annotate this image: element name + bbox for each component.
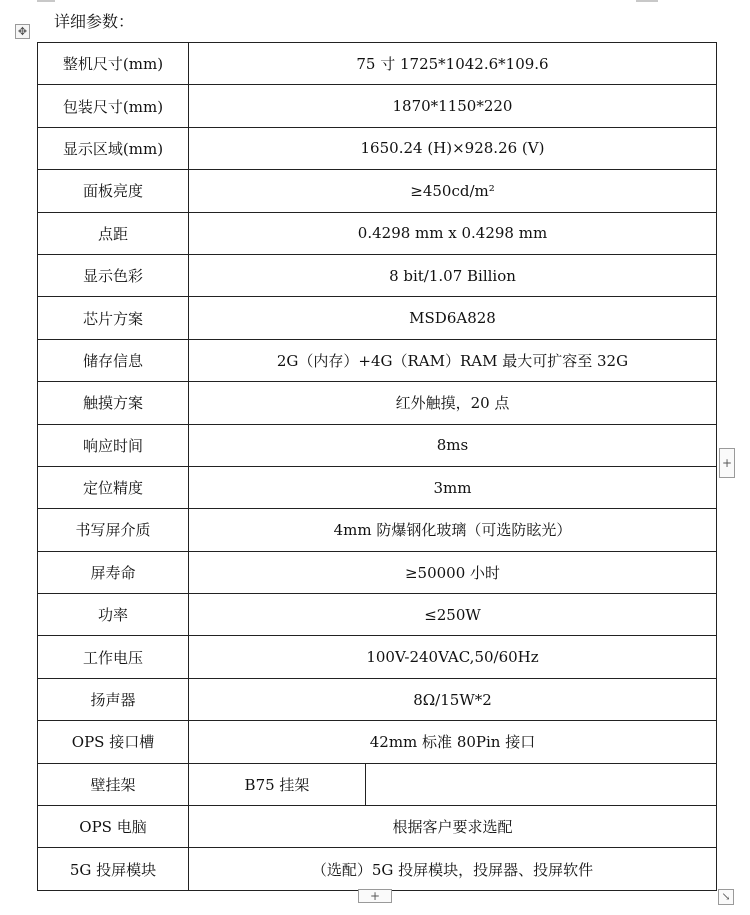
table-row — [38, 721, 717, 763]
table-row — [38, 127, 717, 169]
spec-label-cell[interactable]: 显示区域(mm) — [38, 127, 189, 169]
spec-value-cell[interactable]: 8 bit/1.07 Billion — [189, 254, 717, 296]
table-row — [38, 43, 717, 85]
spec-label-cell[interactable]: 面板亮度 — [38, 170, 189, 212]
spec-value-cell[interactable]: B75 挂架 — [189, 764, 366, 805]
table-row — [38, 382, 717, 424]
table-row — [38, 339, 717, 381]
spec-label-cell[interactable]: 显示色彩 — [38, 254, 189, 296]
table-row — [38, 254, 717, 296]
table-row — [38, 806, 717, 848]
spec-value-cell[interactable]: （选配）5G 投屏模块，投屏器、投屏软件 — [189, 848, 717, 890]
section-heading: 详细参数： — [54, 12, 135, 31]
spec-label-cell[interactable]: 储存信息 — [38, 339, 189, 381]
spec-label-cell[interactable]: 工作电压 — [38, 636, 189, 678]
spec-value-cell[interactable]: 1650.24 (H)×928.26 (V) — [189, 127, 717, 169]
spec-value-cell[interactable]: 0.4298 mm x 0.4298 mm — [189, 212, 717, 254]
spec-table — [37, 42, 717, 891]
spec-label-cell[interactable]: 壁挂架 — [38, 763, 189, 805]
top-right-marker — [636, 0, 658, 2]
spec-label-cell[interactable]: OPS 电脑 — [38, 806, 189, 848]
spec-value-cell[interactable]: ≥450cd/m² — [189, 170, 717, 212]
add-row-plus-icon[interactable]: + — [358, 889, 392, 903]
spec-value-cell[interactable]: 42mm 标准 80Pin 接口 — [189, 721, 717, 763]
spec-label-cell[interactable]: 定位精度 — [38, 466, 189, 508]
spec-label-cell[interactable]: 触摸方案 — [38, 382, 189, 424]
spec-label-cell[interactable]: 书写屏介质 — [38, 509, 189, 551]
spec-value-cell[interactable]: 75 寸 1725*1042.6*109.6 — [189, 43, 717, 85]
table-resize-icon[interactable]: ↘ — [718, 889, 734, 905]
spec-label-cell[interactable]: 点距 — [38, 212, 189, 254]
spec-label-cell[interactable]: 屏寿命 — [38, 551, 189, 593]
spec-value-cell[interactable]: 2G（内存）+4G（RAM）RAM 最大可扩容至 32G — [189, 339, 717, 381]
table-move-handle-icon[interactable]: ✥ — [15, 24, 30, 39]
spec-value-cell[interactable]: 红外触摸，20 点 — [189, 382, 717, 424]
spec-value-cell[interactable]: ≥50000 小时 — [189, 551, 717, 593]
spec-value-cell[interactable]: 根据客户要求选配 — [189, 806, 717, 848]
table-row — [38, 170, 717, 212]
table-row — [38, 763, 717, 805]
spec-value-cell[interactable]: 8Ω/15W*2 — [189, 678, 717, 720]
spec-value-cell[interactable]: 4mm 防爆钢化玻璃（可选防眩光） — [189, 509, 717, 551]
spec-label-cell[interactable]: 扬声器 — [38, 678, 189, 720]
table-row — [38, 636, 717, 678]
spec-label-cell[interactable]: OPS 接口槽 — [38, 721, 189, 763]
empty-value-cell[interactable] — [366, 764, 716, 805]
spec-value-cell[interactable]: ≤250W — [189, 594, 717, 636]
table-row — [38, 466, 717, 508]
top-left-marker — [37, 0, 55, 2]
spec-value-cell[interactable]: MSD6A828 — [189, 297, 717, 339]
spec-value-cell[interactable]: 3mm — [189, 466, 717, 508]
spec-value-cell[interactable]: 1870*1150*220 — [189, 85, 717, 127]
spec-label-cell[interactable]: 响应时间 — [38, 424, 189, 466]
spec-label-cell[interactable]: 包装尺寸(mm) — [38, 85, 189, 127]
table-row — [38, 297, 717, 339]
table-row — [38, 551, 717, 593]
spec-value-cell[interactable]: 100V-240VAC,50/60Hz — [189, 636, 717, 678]
spec-label-cell[interactable]: 芯片方案 — [38, 297, 189, 339]
table-row — [38, 848, 717, 890]
spec-value-cell[interactable]: 8ms — [189, 424, 717, 466]
table-row — [38, 678, 717, 720]
table-row — [38, 85, 717, 127]
spec-label-cell[interactable]: 5G 投屏模块 — [38, 848, 189, 890]
table-row — [38, 424, 717, 466]
table-row — [38, 509, 717, 551]
spec-label-cell[interactable]: 整机尺寸(mm) — [38, 43, 189, 85]
table-row — [38, 212, 717, 254]
spec-value-split-cell — [189, 763, 717, 805]
insert-row-plus-icon[interactable]: + — [719, 448, 735, 478]
spec-label-cell[interactable]: 功率 — [38, 594, 189, 636]
table-row — [38, 594, 717, 636]
